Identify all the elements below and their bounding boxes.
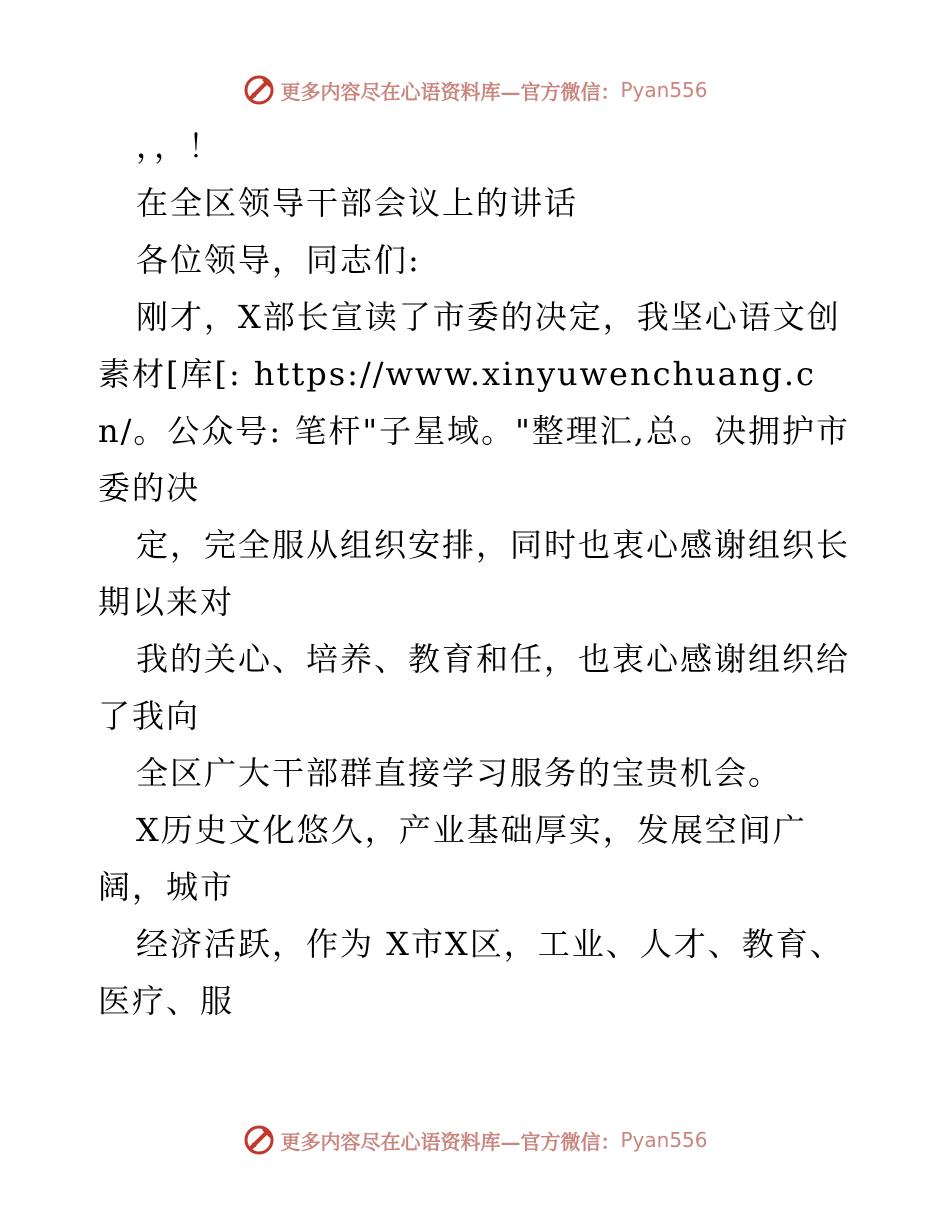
page-footer-watermark [0,1120,950,1160]
watermark-contact: Pyan556 [620,1128,708,1152]
seal-pen-icon [242,1123,276,1157]
watermark-text: 更多内容尽在心语资料库—官方微信： [280,1129,621,1154]
page-header-watermark [0,70,950,110]
watermark-text: 更多内容尽在心语资料库—官方微信： [280,79,621,104]
paragraph: ，，！ [136,127,223,165]
document-body [98,118,858,1030]
paragraph: 经济活跃，作为 X市X区，工业、人才、教育、医疗、服 [98,925,844,1020]
watermark-contact: Pyan556 [620,78,708,102]
paragraph: 全区广大干部群直接学习服务的宝贵机会。 [136,754,783,792]
paragraph: 我的关心、培养、教育和任，也衷心感谢组织给了我向 [98,640,851,735]
paragraph: 定，完全服从组织安排，同时也衷心感谢组织长期以来对 [98,526,851,621]
document-title: 在全区领导干部会议上的讲话 [136,184,579,222]
paragraph: X历史文化悠久，产业基础厚实，发展空间广阔，城市 [98,811,807,906]
seal-pen-icon [242,73,276,107]
salutation: 各位领导，同志们: [136,241,421,279]
paragraph: 刚才，X部长宣读了市委的决定，我坚心语文创素材[库[: https://www.xinyuwenchuang.cn/。公众号: 笔杆"子星域。"整理汇,总。决拥护市委的决 [98,298,850,507]
